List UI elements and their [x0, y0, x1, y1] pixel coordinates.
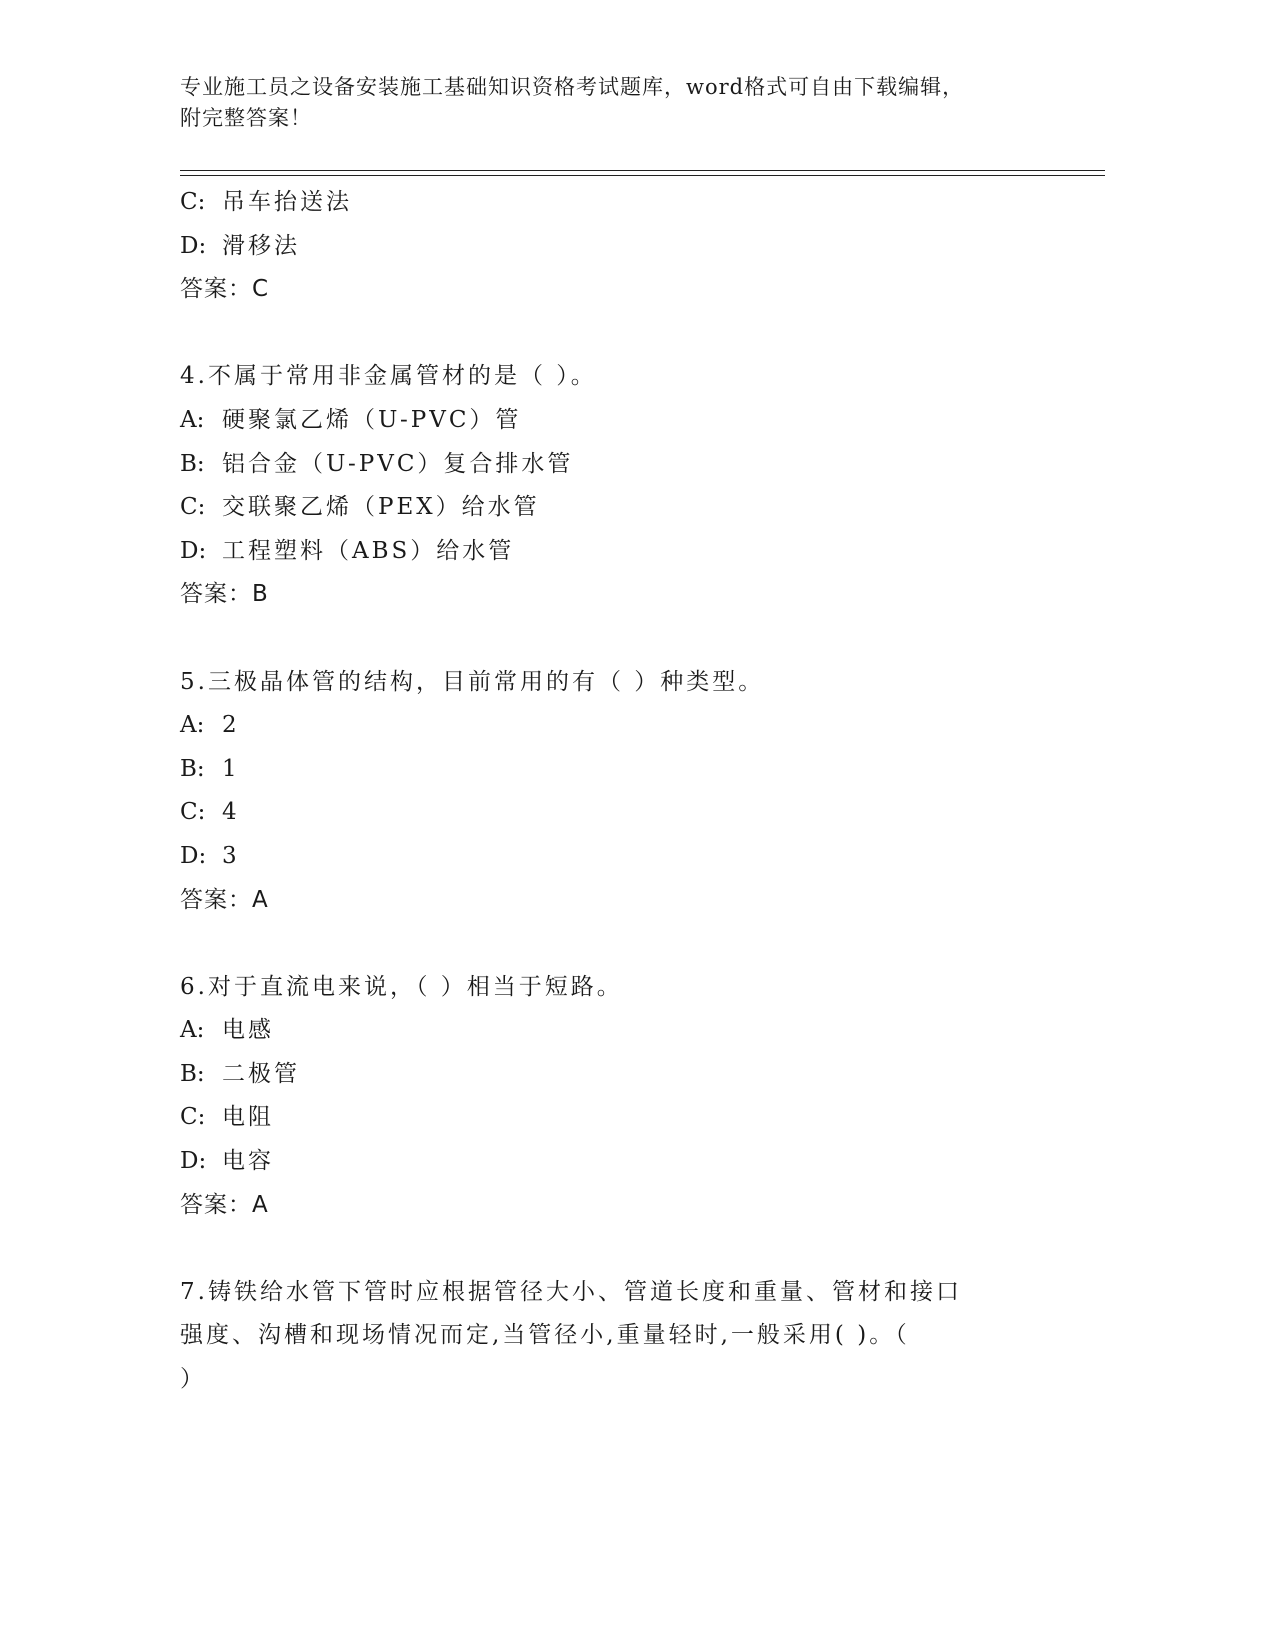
question-stem-line: ） — [180, 1366, 206, 1393]
spacer — [180, 617, 1100, 661]
option-row — [180, 443, 1100, 487]
option-text: 电容 — [222, 1148, 274, 1175]
header-rule-bottom — [180, 175, 1105, 176]
question-list — [180, 181, 1100, 1402]
question-stem: 5.三极晶体管的结构，目前常用的有（ ）种类型。 — [180, 668, 765, 695]
document-header — [180, 72, 1060, 134]
option-text: 电阻 — [222, 1104, 274, 1131]
option-row — [180, 1053, 1100, 1097]
option-row — [180, 704, 1100, 748]
answer-line: 答案：A — [180, 1191, 269, 1218]
header-line-1: 专业施工员之设备安装施工基础知识资格考试题库，word格式可自由下载编辑， — [180, 75, 965, 99]
option-text: 3 — [222, 842, 240, 869]
option-key: B: — [180, 450, 205, 477]
spacer — [180, 312, 1100, 356]
question-stem-line: 7.铸铁给水管下管时应根据管径大小、管道长度和重量、管材和接口 — [180, 1278, 962, 1305]
option-key: C: — [180, 799, 206, 826]
option-row — [180, 530, 1100, 574]
option-row — [180, 1140, 1100, 1184]
option-key: D: — [180, 1148, 207, 1175]
option-text: 二极管 — [222, 1060, 300, 1087]
option-key: B: — [180, 755, 205, 782]
option-row — [180, 399, 1100, 443]
option-text: 铝合金（U-PVC）复合排水管 — [222, 450, 574, 477]
option-text: 工程塑料（ABS）给水管 — [222, 537, 515, 564]
option-row — [180, 1096, 1100, 1140]
option-key: A: — [180, 1017, 205, 1044]
option-text: 交联聚乙烯（PEX）给水管 — [222, 494, 540, 521]
option-key: A: — [180, 712, 205, 739]
question-stem: 6.对于直流电来说，（ ）相当于短路。 — [180, 973, 623, 1000]
header-rule-top — [180, 170, 1105, 171]
option-key: C: — [180, 1104, 206, 1131]
question-stem: 4.不属于常用非金属管材的是（ ）。 — [180, 363, 597, 390]
option-key: D: — [180, 842, 207, 869]
option-key: C: — [180, 189, 206, 215]
option-row — [180, 486, 1100, 530]
option-text: 2 — [222, 712, 240, 739]
option-text: 滑移法 — [222, 232, 300, 259]
answer-line: 答案：A — [180, 886, 269, 913]
option-row — [180, 835, 1100, 879]
option-row — [180, 748, 1100, 792]
option-key: B: — [180, 1060, 205, 1087]
answer-line: 答案：C — [180, 276, 270, 303]
header-line-2: 附完整答案！ — [180, 106, 312, 130]
option-text: 电感 — [222, 1017, 274, 1044]
option-text: 4 — [222, 799, 240, 826]
option-row — [180, 1009, 1100, 1053]
option-text: 硬聚氯乙烯（U-PVC）管 — [222, 406, 522, 433]
option-row — [180, 181, 1100, 225]
spacer — [180, 1227, 1100, 1271]
option-key: D: — [180, 537, 207, 564]
option-text: 1 — [222, 755, 240, 782]
option-key: A: — [180, 406, 205, 433]
option-row — [180, 225, 1100, 269]
option-key: C: — [180, 494, 206, 521]
option-row — [180, 791, 1100, 835]
spacer — [180, 922, 1100, 966]
question-stem-line: 强度、沟槽和现场情况而定,当管径小,重量轻时,一般采用( )。（ — [180, 1322, 910, 1349]
option-text: 吊车抬送法 — [222, 189, 352, 215]
option-key: D: — [180, 232, 207, 259]
answer-line: 答案：B — [180, 581, 269, 608]
